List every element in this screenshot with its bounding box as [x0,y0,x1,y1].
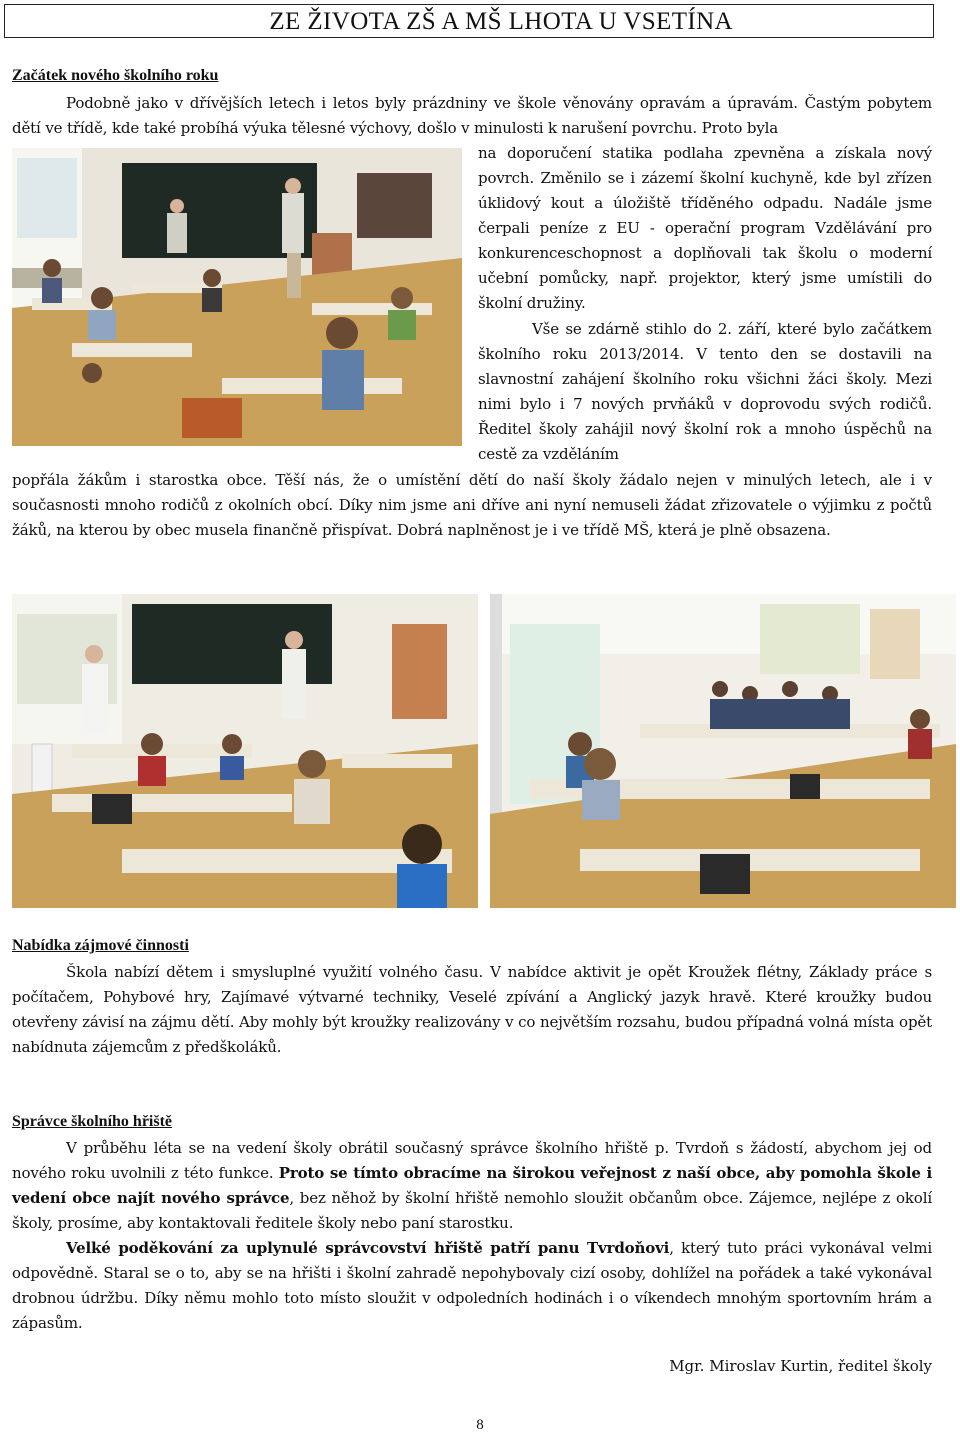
section-heading-school-start: Začátek nového školního roku [12,67,219,84]
paragraph-playground-2 [12,1236,932,1336]
paragraph-text [12,1236,932,1336]
paragraph-side-1 [478,141,932,316]
section-heading-activities: Nabídka zájmové činnosti [12,937,189,954]
text-run: V průběhu léta se na vedení školy obrátil současný správce školního hřiště p. Tvrdoň s žádostí, abychom jej od nového roku uvolnili z této funkce. [12,1139,932,1182]
text-run: , který tuto práci vykonával velmi odpovědně. Staral se o to, aby se na hřišti i školní zahradě nepohybovaly cizí osoby, dohlížel na pořádek a také vykonával drobnou údržbu. Díky němu mohlo toto místo sloužit v odpoledních hodinách i o víkendech mnohým sportovním hrám a zápasům. [12,1239,932,1332]
paragraph-text [12,1136,932,1236]
page-title-box [4,4,934,38]
bold-text-run: Proto se tímto obracíme na širokou veřejnost z naší obce, aby pomohla škole i vedení obce najít nového správce [12,1164,932,1207]
text-run: , bez něhož by školní hřiště nemohlo sloužit občanům obce. Zájemce, nejlépe z okolí školy, prosíme, aby kontaktovali ředitele školy nebo paní starostku. [12,1189,932,1232]
paragraph-text: Vše se zdárně stihlo do 2. září, které bylo začátkem školního roku 2013/2014. V tento den se dostavili na slavnostní zahájení školního roku všichni žáci školy. Mezi nimi bylo i 7 nových prvňáků v doprovodu svých rodičů. Ředitel školy zahájil nový školní rok a mnoho úspěchů na cestě za vzděláním [478,320,932,463]
paragraph-text: Škola nabízí dětem i smysluplné využití volného času. V nabídce aktivit je opět Kroužek flétny, Základy práce s počítačem, Pohybové hry, Zajímavé výtvarné techniky, Veselé zpívání a Anglický jazyk hravě. Které kroužky budou otevřeny závisí na zájmu dětí. Aby mohly být kroužky realizovány v co největším rozsahu, budou případná volná místa opět nabídnuta zájemcům z předškoláků. [12,963,932,1056]
paragraph-full-2 [12,468,932,543]
paragraph-activities [12,960,932,1060]
section-heading-playground: Správce školního hřiště [12,1113,173,1130]
paragraph-text: na doporučení statika podlaha zpevněna a získala nový povrch. Změnilo se i zázemí školní kuchyně, kde byl zřízen úklidový kout a úložiště tříděného odpadu. Nadále jsme čerpali peníze z EU - operační program Vzdělávání pro konkurenceschopnost a doplňovali tak školu o moderní učební pomůcky, např. projektor, který jsme umístili do školní družiny. [478,144,932,312]
bold-text-run: Velké poděkování za uplynulé správcovství hřiště patří panu Tvrdoňovi [66,1239,670,1257]
classroom-photo-2 [12,594,478,908]
classroom-photo-3 [490,594,956,908]
signature: Mgr. Miroslav Kurtin, ředitel školy [669,1357,932,1375]
paragraph-playground-1 [12,1136,932,1236]
paragraph-intro [12,91,932,141]
paragraph-side-2 [478,317,932,467]
classroom-photo-1 [12,148,462,446]
page-title: ZE ŽIVOTA ZŠ A MŠ LHOTA U VSETÍNA [269,8,733,35]
paragraph-text: Podobně jako v dřívějších letech i letos byly prázdniny ve škole věnovány opravám a úpravám. Častým pobytem dětí ve třídě, kde také probíhá výuka tělesné výchovy, došlo v minulosti k narušení povrchu. Proto byla [12,94,932,137]
paragraph-text: popřála žákům i starostka obce. Těší nás, že o umístění dětí do naší školy žádalo nejen v minulých letech, ale i v současnosti mnoho rodičů z okolních obcí. Díky nim jsme ani dříve ani nyní nemuseli žádat zřizovatele o výjimku z počtů žáků, na kterou by obec musela finančně přispívat. Dobrá naplněnost je i ve třídě MŠ, která je plně obsazena. [12,471,932,539]
page-number: 8 [476,1417,484,1433]
